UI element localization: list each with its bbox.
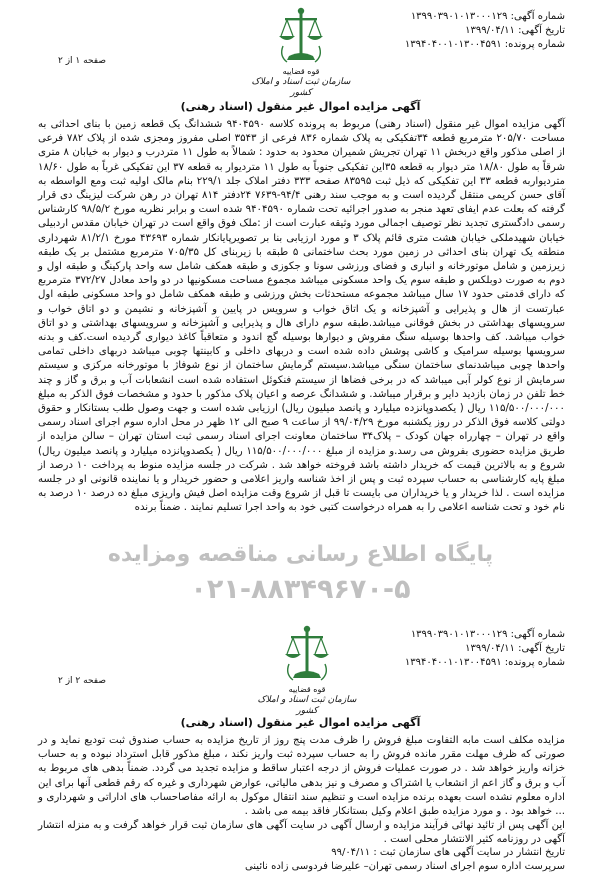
scales-of-justice-icon — [281, 624, 333, 684]
signatory: سرپرست اداره سوم اجرای اسناد رسمی تهران– علیرضا فردوسی زاده نائینی — [244, 861, 565, 872]
page-number: صفحه ۱ از ۲ — [58, 56, 106, 66]
emblem-caption: قوه قضاییه — [288, 685, 326, 694]
publication-date: تاریخ انتشار در سایت آگهی های سازمان ثبت : ۹۹/۰۴/۱۱ — [331, 847, 565, 858]
page-number: صفحه ۲ از ۲ — [58, 676, 106, 686]
judiciary-emblem — [246, 6, 356, 99]
organization-name: سازمان ثبت اسناد و املاک کشور — [251, 77, 351, 98]
notice-date: تاریخ آگهی: ۱۳۹۹/۰۴/۱۱ — [465, 643, 565, 654]
notice-title: آگهی مزایده اموال غیر منقول (اسناد رهنی) — [180, 716, 421, 729]
notice-meta-2 — [405, 628, 565, 670]
case-number: شماره پرونده: ۱۳۹۴۰۴۰۰۱۰۱۳۰۰۴۵۹۱ — [404, 657, 565, 668]
notice-publication-paragraph: این آگهی پس از تائید نهائی فرآیند مزایده و ارسال آگهی در سایت آگهی های سازمان ثبت قرار خواهد گرفت و به منزله انتشار آگهی در روزنامه کثیر الانتشار محلی است . — [38, 820, 565, 846]
notice-number: شماره آگهی: ۱۳۹۹۰۳۹۰۱۰۱۳۰۰۰۱۲۹ — [410, 629, 565, 640]
notice-date: تاریخ آگهی: ۱۳۹۹/۰۴/۱۱ — [465, 25, 565, 36]
notice-footer — [245, 846, 565, 874]
case-number: شماره پرونده: ۱۳۹۴۰۴۰۰۱۰۱۳۰۰۴۵۹۱ — [404, 39, 565, 50]
notice-body: آگهی مزایده اموال غیر منقول (اسناد رهنی) مربوط به پرونده کلاسه ۹۴۰۴۵۹۰ ششدانگ یک قطعه زمین با بنای احداثی به مساحت ۲۰۵/۷۰ مترمربع قطعه ۳۴تفکیکی به پلاک شماره ۸۳۶ فرعی از ۳۵۴۳ اصلی مفروز ومجزی شده از پلاک ۷۸۲ فرعی از اصلی مذکور واقع دربخش ۱۱ تهران تجریش شمیران محدود به حدود : شمالاً به طول ۱۱ متردرب و دیوار به خیابان ۸ متری شرقاً به طول ۱۸/۸۰ متر دیوار به قطعه ۳۵این تفکیکی جنوباً به طول ۱۱ متردیوار به قطعه ۳۷ این تفکیکی غرباً به طول ۱۸/۶۰ متردیواربه قطعه ۳۳ این تفکیکی که ذیل ثبت ۸۳۵۹۵ صفحه ۳۳۳ دفتر املاک جلد ۲۲۹/۱ بنام مالک اولیه ثبت ومع الواسطه به آقای حسن کریمی منتقل گردیده است و به موجب سند رهنی ۹۴/۴-۷۶۳۹ ۲۴دفتر ۸۱۴ تهران در رهن شرکت لیزینگ دی قرار گرفته که بعلت عدم ایفای تعهد منجر به صدور اجرائیه تحت شماره ۹۴۰۴۵۹۰ شده است و برابر نظریه مورخ ۹۸/۵/۲ کارشناس رسمی دادگستری تجدید نظر توصیف اجمالی مورد وثیقه عبارت است از :ملک فوق واقع است در تهران خیابان مقدس اردبیلی خیابان شهیدملکی خیابان هشت متری قائم پلاک ۳ و مورد ارزیابی بنا بر تصویرپایانکار شماره ۴۳۶۹۳ مورخ ۸۱/۲/۱ شهرداری منطقه یک تهران بنای احداثی در زمین مورد بحث ساختمانی ۵ طبقه با زیربنای کل ۷۰۵/۳۵ مترمربع مشتمل بر یک طبقه زیرزمین و شامل موتورخانه و انباری و فضای ورزشی سونا و جکوزی و طبقه همکف شامل سه واحد پارکینگ و طبقه اول و دوم به صورت دوبلکس و طبقه سوم یک واحد مسکونی میباشد مجموع مساحت مسکونیها در دو واحد معادل ۳۷۲/۲۷ مترمربع که دارای قدمتی حدود ۱۷ سال میباشد مجموعه مستحدثات بخش ورزشی و طبقه همکف شامل دو واحد مسکونی طبقه اول عبارتست از هال و پذیرایی و آشپزخانه و یک اتاق خواب و سرویس در پایین و آشپزخانه و نشیمن و دو اتاق خواب و سرویسهای بهداشتی در بخش فوقانی میباشد.طبقه سوم دارای هال و پذیرایی و آشپزخانه و سرویسهای بهداشتی و دو اتاق خواب میباشد. کف واحدها بوسیله سنگ مفروش و دیوارها بوسیله گچ اندود و متعاقباً کاغذ دیواری گردیده است.کف و بدنه سرویسها بوسیله سرامیک و کاشی پوشش داده شده است و دربهای داخلی و کابینتها چوبی میباشد دربهای داخلی تمامی واحدها چوبی میباشدنمای ساختمان سنگی میباشد.سیستم گرمایش ساختمان از نوع شوفاژ با موتورخانه مرکزی و سیستم سرمایش از نوع کولر آبی میباشد که در برخی فضاها از سیستم فنکوئل استفاده شده است انشعابات آب و برق و گاز و چند خط تلفن در زمان بازدید دایر و برقرار میباشد. و ششدانگ عرصه و اعیان پلاک مذکور با حدود و مشخصات فوق الذکر به مبلغ ۱۱۵/۵۰۰/۰۰۰/۰۰۰ ریال ( یکصدوپانزده میلیارد و پانصد میلیون ریال) ارزیابی شده است و جهت وصول طلب بستانکار و حقوق دولتی کلاسه فوق الذکر در روز یکشنبه مورخ ۹۹/۰۴/۲۹ از ساعت ۹ صبح الی ۱۲ ظهر در محل اداره سوم اجرای اسناد رسمی واقع در تهران – چهارراه جهان کودک – پلاک۳۴ ساختمان معاونت اجرای اسناد رسمی ثبت استان تهران – سالن مزایده از طریق مزایده حضوری بفروش می رسد.و مزایده از مبلغ ۱۱۵/۵۰۰/۰۰۰/۰۰۰ ریال ( یکصدوپانزده میلیارد و پانصد میلیون ریال) شروع و به بالاترین قیمت که خریدار داشته باشد فروخته خواهد شد . شرکت در جلسه مزایده منوط به پرداخت ۱۰ درصد از مبلغ پایه کارشناسی به حساب سپرده ثبت و پس از اخذ شناسه واریز اعلامی و حضور خریدار و یا نماینده قانونی او در جلسه مزایده است . لذا خریدار و یا خریداران می بایست تا قبل از شروع وقت مزایده اصل فیش واریزی مبلغ ده درصد ۱۰ درصد به نام خود و تحت شناسه اعلامی را به همراه درخواست کتبی خود به واحد اجرا تسلیم نمایند . ضمناً برنده — [38, 119, 566, 514]
judiciary-emblem — [252, 624, 362, 717]
notice-number: شماره آگهی: ۱۳۹۹۰۳۹۰۱۰۱۳۰۰۰۱۲۹ — [410, 11, 565, 22]
organization-name: سازمان ثبت اسناد و املاک کشور — [257, 695, 357, 716]
notice-meta-1 — [405, 10, 565, 52]
scales-of-justice-icon — [275, 6, 327, 66]
notice-body-paragraph: مزایده مکلف است مابه التفاوت مبلغ فروش را ظرف مدت پنج روز از تاریخ مزایده به حساب صندوق ثبت تودیع نماید و در صورتی که ظرف مهلت مقرر مانده فروش را به حساب سپرده ثبت واریز نکند ، مبلغ مذکور قابل استرداد نبوده و به حساب خزانه واریز خواهد شد . در صورت عملیات فروش از درجه اعتبار ساقط و مزایده تجدید می گردد. ضمناً بدهی های مربوط به آب و برق و گاز اعم از انشعاب یا اشتراک و مصرف و نیز بدهی مالیاتی، عوارض شهرداری و غیره که رقم قطعی آنها برای این اداره معلوم نشده است بعهده برنده مزایده است و تنظیم سند انتقال موکول به ارائه مفاصاحساب های اداراتی و شهرداری و ... خواهد بود . و مورد مزایده طبق اعلام وکیل بستانکار فاقد بیمه می باشد . — [37, 735, 565, 818]
emblem-caption: قوه قضاییه — [282, 67, 320, 76]
notice-body-continued — [38, 734, 565, 848]
watermark-site-name: پایگاه اطلاع رسانی مناقصه ومزایده — [107, 542, 494, 567]
notice-title: آگهی مزایده اموال غیر منقول (اسناد رهنی) — [180, 100, 421, 113]
watermark-phone: ۰۲۱-۸۸۳۴۹۶۷۰-۵ — [190, 574, 411, 605]
